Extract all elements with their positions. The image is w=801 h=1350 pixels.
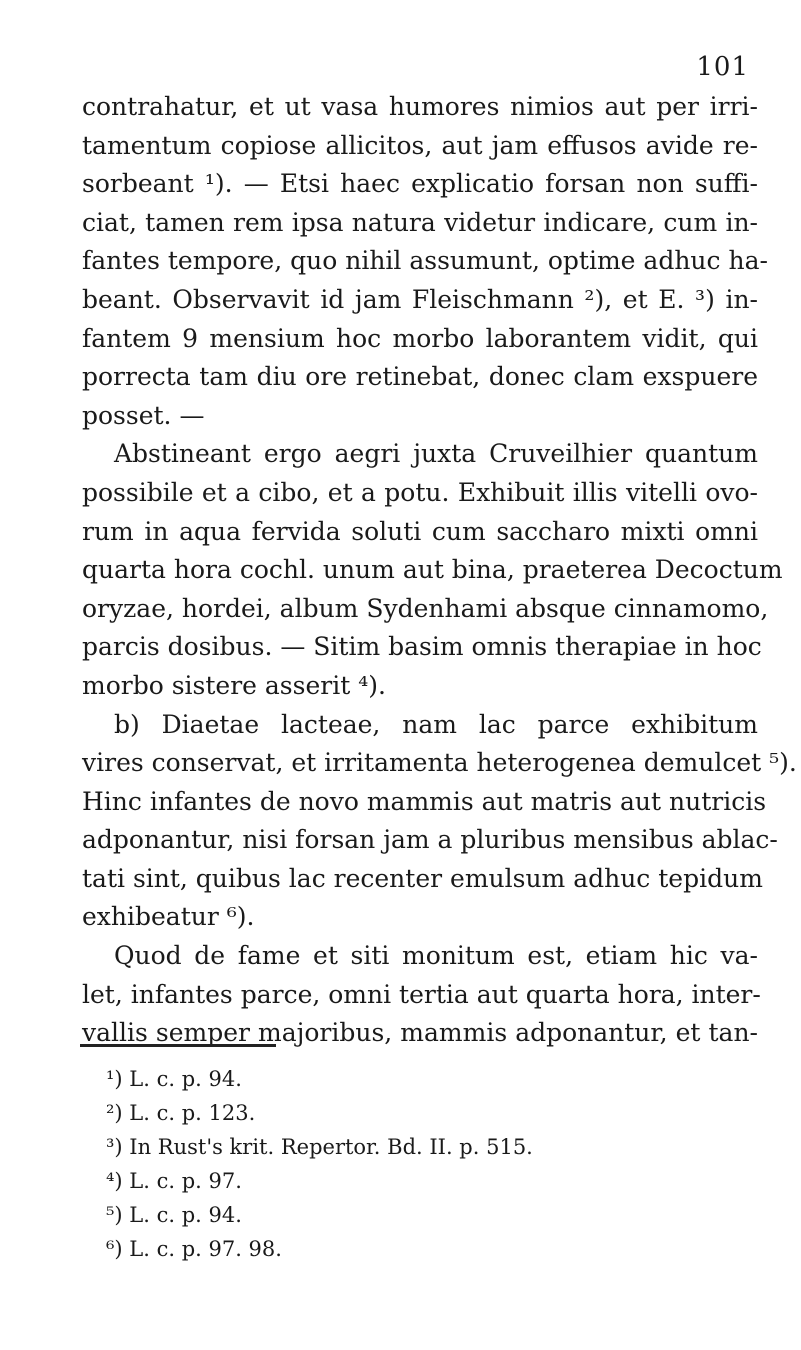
footnote: ⁵) L. c. p. 94. [106,1203,242,1227]
text-line: quarta hora cochl. unum aut bina, praeterea Decoctum [82,555,783,585]
footnote: ⁶) L. c. p. 97. 98. [106,1237,282,1261]
footnote-separator [80,1044,276,1047]
text-line: adponantur, nisi forsan jam a pluribus mensibus ablac- [82,825,778,855]
text-line: beant. Observavit id jam Fleischmann ²), et E. ³) in- [82,284,758,314]
text-line: fantem 9 mensium hoc morbo laborantem vidit, qui [82,323,758,353]
text-line: sorbeant ¹). — Etsi haec explicatio forsan non suffi- [82,169,758,199]
text-line: possibile et a cibo, et a potu. Exhibuit illis vitelli ovo- [82,477,758,507]
footnote: ³) In Rust's krit. Repertor. Bd. II. p. 515. [106,1135,533,1159]
text-line: fantes tempore, quo nihil assumunt, optime adhuc ha- [82,246,768,276]
text-line: tati sint, quibus lac recenter emulsum adhuc tepidum [82,863,763,893]
text-line: exhibeatur ⁶). [82,902,255,932]
footnote: ²) L. c. p. 123. [106,1101,256,1125]
footnotes [106,1062,533,1266]
text-line: vallis semper majoribus, mammis adponantur, et tan- [82,1018,758,1048]
text-line: ciat, tamen rem ipsa natura videtur indicare, cum in- [82,207,758,237]
text-line: morbo sistere asserit ⁴). [82,670,386,700]
text-line: rum in aqua fervida soluti cum saccharo mixti omni [82,516,758,546]
text-line: contrahatur, et ut vasa humores nimios aut per irri- [82,92,758,121]
text-line: oryzae, hordei, album Sydenhami absque cinnamomo, [82,593,769,623]
text-line: Abstineant ergo aegri juxta Cruveilhier quantum [114,439,758,469]
text-line: Quod de fame et siti monitum est, etiam hic va- [114,941,758,971]
text-line: porrecta tam diu ore retinebat, donec clam exspuere [82,362,758,392]
footnote: ¹) L. c. p. 94. [106,1067,242,1091]
footnote: ⁴) L. c. p. 97. [106,1169,242,1193]
text-line: vires conservat, et irritamenta heterogenea demulcet ⁵). [82,748,797,778]
text-line: parcis dosibus. — Sitim basim omnis therapiae in hoc [82,632,762,662]
text-line: tamentum copiose allicitos, aut jam effusos avide re- [82,130,758,160]
text-line: Hinc infantes de novo mammis aut matris aut nutricis [82,786,767,816]
page-number: 101 [696,52,749,82]
text-line: b) Diaetae lacteae, nam lac parce exhibitum [114,709,758,739]
body-text [82,88,797,1053]
text-line: let, infantes parce, omni tertia aut quarta hora, inter- [82,979,761,1009]
text-line: posset. — [82,400,205,430]
